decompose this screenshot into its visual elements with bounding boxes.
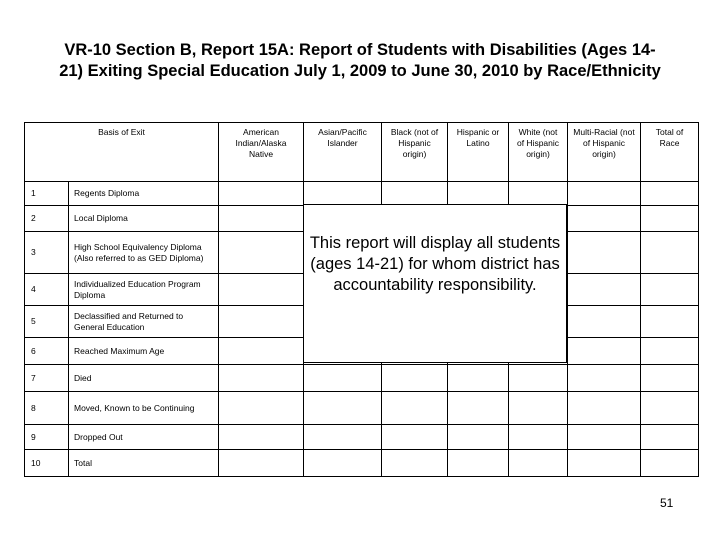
header-hispanic: Hispanic or Latino xyxy=(448,123,509,182)
header-multi-racial: Multi-Racial (not of Hispanic origin) xyxy=(568,123,641,182)
title-line-1: VR-10 Section B, Report 15A: Report of Students with Disabilities (Ages 14- xyxy=(64,41,656,59)
header-asian-pacific: Asian/Pacific Islander xyxy=(304,123,382,182)
table-row xyxy=(25,450,699,477)
data-cell xyxy=(641,232,699,274)
data-cell xyxy=(641,206,699,232)
data-cell xyxy=(568,306,641,338)
data-cell xyxy=(304,425,382,450)
table-row xyxy=(25,392,699,425)
data-cell xyxy=(382,450,448,477)
table-row xyxy=(25,182,699,206)
data-cell xyxy=(304,450,382,477)
data-cell xyxy=(568,425,641,450)
data-cell xyxy=(219,365,304,392)
data-cell xyxy=(509,365,568,392)
data-cell xyxy=(568,274,641,306)
data-cell xyxy=(568,338,641,365)
row-label: Regents Diploma xyxy=(69,182,219,206)
row-number: 3 xyxy=(25,232,69,274)
data-cell xyxy=(568,182,641,206)
header-white: White (not of Hispanic origin) xyxy=(509,123,568,182)
data-cell xyxy=(641,365,699,392)
header-black: Black (not of Hispanic origin) xyxy=(382,123,448,182)
data-cell xyxy=(509,450,568,477)
data-cell xyxy=(568,206,641,232)
data-cell xyxy=(509,425,568,450)
report-title xyxy=(10,40,710,82)
data-cell xyxy=(219,306,304,338)
header-row xyxy=(25,123,699,182)
data-cell xyxy=(219,182,304,206)
data-cell xyxy=(568,232,641,274)
data-cell xyxy=(641,425,699,450)
row-label: Declassified and Returned to General Education xyxy=(69,306,219,338)
data-cell xyxy=(448,392,509,425)
data-cell xyxy=(219,232,304,274)
row-number: 10 xyxy=(25,450,69,477)
table-row xyxy=(25,425,699,450)
data-cell xyxy=(641,274,699,306)
table-row xyxy=(25,365,699,392)
data-cell xyxy=(641,306,699,338)
row-label: Total xyxy=(69,450,219,477)
row-label: High School Equivalency Diploma (Also referred to as GED Diploma) xyxy=(69,232,219,274)
data-cell xyxy=(568,392,641,425)
data-cell xyxy=(304,365,382,392)
data-cell xyxy=(448,182,509,206)
data-cell xyxy=(219,450,304,477)
data-cell xyxy=(641,182,699,206)
report-note-text: This report will display all students (ages 14-21) for whom district has accountability responsibility. xyxy=(309,234,561,294)
data-cell xyxy=(509,392,568,425)
row-label: Dropped Out xyxy=(69,425,219,450)
row-number: 9 xyxy=(25,425,69,450)
report-note-box xyxy=(303,204,567,363)
row-label: Local Diploma xyxy=(69,206,219,232)
data-cell xyxy=(448,450,509,477)
header-basis-of-exit: Basis of Exit xyxy=(25,123,219,182)
data-cell xyxy=(568,450,641,477)
row-number: 2 xyxy=(25,206,69,232)
row-number: 5 xyxy=(25,306,69,338)
row-label: Individualized Education Program Diploma xyxy=(69,274,219,306)
data-cell xyxy=(219,274,304,306)
row-number: 4 xyxy=(25,274,69,306)
row-label: Reached Maximum Age xyxy=(69,338,219,365)
data-cell xyxy=(219,206,304,232)
data-cell xyxy=(219,392,304,425)
data-cell xyxy=(219,425,304,450)
data-cell xyxy=(641,392,699,425)
row-number: 8 xyxy=(25,392,69,425)
data-cell xyxy=(641,450,699,477)
header-american-indian: American Indian/Alaska Native xyxy=(219,123,304,182)
data-cell xyxy=(304,182,382,206)
data-cell xyxy=(448,425,509,450)
data-cell xyxy=(219,338,304,365)
row-number: 7 xyxy=(25,365,69,392)
row-number: 1 xyxy=(25,182,69,206)
data-cell xyxy=(304,392,382,425)
data-cell xyxy=(382,365,448,392)
data-cell xyxy=(448,365,509,392)
page-number: 51 xyxy=(660,496,674,510)
title-line-2: 21) Exiting Special Education July 1, 2009 to June 30, 2010 by Race/Ethnicity xyxy=(59,62,661,80)
data-cell xyxy=(641,338,699,365)
header-total-of-race: Total of Race xyxy=(641,123,699,182)
data-cell xyxy=(568,365,641,392)
data-cell xyxy=(509,182,568,206)
row-label: Died xyxy=(69,365,219,392)
data-cell xyxy=(382,425,448,450)
row-label: Moved, Known to be Continuing xyxy=(69,392,219,425)
data-cell xyxy=(382,182,448,206)
data-cell xyxy=(382,392,448,425)
row-number: 6 xyxy=(25,338,69,365)
